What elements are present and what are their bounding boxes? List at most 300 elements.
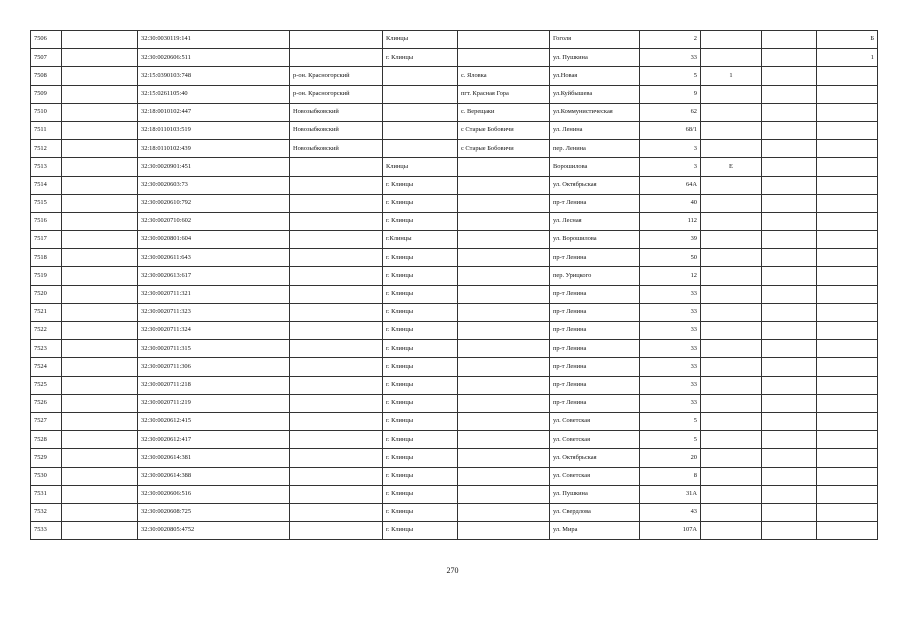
cell-settlement: с. Яловка: [458, 67, 550, 85]
cell-letter: [817, 431, 878, 449]
cell-blank: [62, 194, 138, 212]
cell-street: ул.Новая: [550, 67, 640, 85]
cell-cadastral-number: 32:30:0020603:73: [138, 176, 290, 194]
cell-letter: [817, 503, 878, 521]
cell-row-number: 7515: [31, 194, 62, 212]
cell-district: р-он. Красногорский: [290, 67, 383, 85]
cell-settlement: [458, 485, 550, 503]
cell-district: [290, 522, 383, 540]
cell-city: г. Клинцы: [383, 212, 458, 230]
cell-settlement: [458, 322, 550, 340]
cell-building: [701, 194, 762, 212]
cell-flat: [762, 376, 817, 394]
cell-building: 1: [701, 67, 762, 85]
cell-building: [701, 431, 762, 449]
cell-blank: [62, 303, 138, 321]
cell-letter: [817, 394, 878, 412]
property-register-table: [30, 30, 878, 540]
cell-house-number: 5: [640, 67, 701, 85]
cell-house-number: 5: [640, 412, 701, 430]
cell-settlement: [458, 31, 550, 49]
table-row: [31, 158, 878, 176]
cell-cadastral-number: 32:30:0020612:417: [138, 431, 290, 449]
cell-flat: [762, 176, 817, 194]
table-row: [31, 31, 878, 49]
cell-street: пр-т Ленина: [550, 322, 640, 340]
cell-flat: [762, 394, 817, 412]
cell-city: г. Клинцы: [383, 358, 458, 376]
cell-district: р-он. Красногорский: [290, 85, 383, 103]
cell-letter: [817, 67, 878, 85]
cell-settlement: [458, 522, 550, 540]
cell-letter: [817, 376, 878, 394]
cell-city: [383, 103, 458, 121]
cell-row-number: 7524: [31, 358, 62, 376]
cell-district: [290, 431, 383, 449]
cell-settlement: [458, 249, 550, 267]
table-body: [31, 31, 878, 540]
cell-blank: [62, 322, 138, 340]
cell-settlement: [458, 431, 550, 449]
cell-blank: [62, 158, 138, 176]
table-row: [31, 121, 878, 139]
cell-city: г. Клинцы: [383, 449, 458, 467]
cell-flat: [762, 194, 817, 212]
cell-cadastral-number: 32:30:0030119:141: [138, 31, 290, 49]
table-row: [31, 194, 878, 212]
cell-building: [701, 358, 762, 376]
cell-district: [290, 158, 383, 176]
cell-blank: [62, 376, 138, 394]
cell-city: г. Клинцы: [383, 249, 458, 267]
cell-street: пр-т Ленина: [550, 194, 640, 212]
cell-blank: [62, 412, 138, 430]
cell-district: [290, 412, 383, 430]
cell-house-number: 33: [640, 303, 701, 321]
cell-letter: [817, 194, 878, 212]
table-row: [31, 340, 878, 358]
cell-blank: [62, 140, 138, 158]
cell-row-number: 7533: [31, 522, 62, 540]
cell-district: [290, 322, 383, 340]
cell-street: пер. Урицкого: [550, 267, 640, 285]
cell-row-number: 7532: [31, 503, 62, 521]
cell-cadastral-number: 32:30:0020612:415: [138, 412, 290, 430]
cell-cadastral-number: 32:30:0020606:511: [138, 49, 290, 67]
cell-house-number: 31А: [640, 485, 701, 503]
cell-cadastral-number: 32:30:0020711:306: [138, 358, 290, 376]
cell-district: [290, 376, 383, 394]
cell-building: [701, 49, 762, 67]
cell-city: г. Клинцы: [383, 303, 458, 321]
cell-settlement: [458, 376, 550, 394]
cell-city: Клинцы: [383, 158, 458, 176]
cell-house-number: 12: [640, 267, 701, 285]
cell-city: [383, 140, 458, 158]
cell-district: Новозыбковский: [290, 103, 383, 121]
cell-row-number: 7512: [31, 140, 62, 158]
cell-cadastral-number: 32:18:0110103:519: [138, 121, 290, 139]
cell-row-number: 7522: [31, 322, 62, 340]
cell-letter: [817, 340, 878, 358]
cell-district: [290, 231, 383, 249]
cell-row-number: 7517: [31, 231, 62, 249]
cell-district: [290, 267, 383, 285]
cell-blank: [62, 485, 138, 503]
table-row: [31, 412, 878, 430]
cell-house-number: 50: [640, 249, 701, 267]
cell-district: [290, 449, 383, 467]
cell-city: г. Клинцы: [383, 394, 458, 412]
cell-letter: [817, 485, 878, 503]
cell-row-number: 7514: [31, 176, 62, 194]
cell-settlement: [458, 467, 550, 485]
cell-cadastral-number: 32:30:0020611:643: [138, 249, 290, 267]
cell-row-number: 7529: [31, 449, 62, 467]
cell-street: Гоголя: [550, 31, 640, 49]
cell-city: г. Клинцы: [383, 503, 458, 521]
cell-row-number: 7521: [31, 303, 62, 321]
cell-city: г. Клинцы: [383, 340, 458, 358]
cell-cadastral-number: 32:30:0020710:602: [138, 212, 290, 230]
cell-street: пр-т Ленина: [550, 376, 640, 394]
table-row: [31, 85, 878, 103]
cell-street: пр-т Ленина: [550, 358, 640, 376]
cell-building: [701, 340, 762, 358]
cell-district: [290, 358, 383, 376]
cell-district: [290, 285, 383, 303]
cell-street: пр-т Ленина: [550, 285, 640, 303]
cell-house-number: 3: [640, 140, 701, 158]
cell-flat: [762, 158, 817, 176]
cell-settlement: [458, 358, 550, 376]
cell-blank: [62, 522, 138, 540]
cell-city: [383, 67, 458, 85]
cell-house-number: 8: [640, 467, 701, 485]
cell-row-number: 7508: [31, 67, 62, 85]
cell-flat: [762, 358, 817, 376]
page-number: 270: [446, 566, 459, 575]
table-row: [31, 358, 878, 376]
cell-house-number: 33: [640, 285, 701, 303]
cell-building: [701, 503, 762, 521]
cell-building: [701, 121, 762, 139]
cell-district: [290, 212, 383, 230]
cell-settlement: [458, 303, 550, 321]
cell-district: [290, 194, 383, 212]
cell-settlement: [458, 231, 550, 249]
cell-district: [290, 249, 383, 267]
cell-cadastral-number: 32:30:0020711:324: [138, 322, 290, 340]
cell-street: ул. Лесная: [550, 212, 640, 230]
cell-building: [701, 231, 762, 249]
cell-street: ул. Пушкина: [550, 485, 640, 503]
cell-letter: [817, 140, 878, 158]
cell-settlement: с Старые Бобовичи: [458, 121, 550, 139]
cell-city: г. Клинцы: [383, 467, 458, 485]
cell-city: г. Клинцы: [383, 522, 458, 540]
cell-flat: [762, 231, 817, 249]
table-row: [31, 303, 878, 321]
cell-building: [701, 467, 762, 485]
cell-house-number: 40: [640, 194, 701, 212]
cell-letter: [817, 358, 878, 376]
cell-street: пр-т Ленина: [550, 394, 640, 412]
cell-district: [290, 176, 383, 194]
cell-settlement: [458, 267, 550, 285]
cell-blank: [62, 231, 138, 249]
cell-cadastral-number: 32:30:0020608:725: [138, 503, 290, 521]
cell-building: [701, 322, 762, 340]
cell-cadastral-number: 32:30:0020613:617: [138, 267, 290, 285]
cell-cadastral-number: 32:30:0020711:315: [138, 340, 290, 358]
table-row: [31, 212, 878, 230]
cell-row-number: 7520: [31, 285, 62, 303]
cell-letter: [817, 449, 878, 467]
cell-letter: [817, 285, 878, 303]
cell-district: [290, 485, 383, 503]
cell-cadastral-number: 32:30:0020901:451: [138, 158, 290, 176]
cell-row-number: 7518: [31, 249, 62, 267]
cell-row-number: 7530: [31, 467, 62, 485]
cell-street: ул. Пушкина: [550, 49, 640, 67]
cell-street: ул.Коммунистическая: [550, 103, 640, 121]
table-row: [31, 176, 878, 194]
table-row: [31, 449, 878, 467]
cell-flat: [762, 431, 817, 449]
cell-flat: [762, 340, 817, 358]
cell-settlement: [458, 412, 550, 430]
cell-cadastral-number: 32:30:0020711:219: [138, 394, 290, 412]
cell-letter: [817, 322, 878, 340]
cell-street: ул. Советская: [550, 431, 640, 449]
cell-flat: [762, 485, 817, 503]
cell-settlement: пгт. Красная Гора: [458, 85, 550, 103]
cell-city: г. Клинцы: [383, 267, 458, 285]
table-row: [31, 322, 878, 340]
cell-blank: [62, 267, 138, 285]
cell-city: г. Клинцы: [383, 176, 458, 194]
cell-row-number: 7525: [31, 376, 62, 394]
cell-house-number: 33: [640, 358, 701, 376]
table-row: [31, 103, 878, 121]
cell-house-number: 64А: [640, 176, 701, 194]
table-row: [31, 376, 878, 394]
cell-house-number: 33: [640, 340, 701, 358]
cell-letter: [817, 249, 878, 267]
cell-settlement: [458, 285, 550, 303]
cell-street: ул. Советская: [550, 412, 640, 430]
cell-street: ул. Октябрьская: [550, 176, 640, 194]
cell-row-number: 7528: [31, 431, 62, 449]
cell-flat: [762, 412, 817, 430]
cell-flat: [762, 49, 817, 67]
cell-cadastral-number: 32:15:0390103:748: [138, 67, 290, 85]
cell-letter: [817, 522, 878, 540]
cell-cadastral-number: 32:30:0020711:323: [138, 303, 290, 321]
cell-settlement: [458, 176, 550, 194]
cell-row-number: 7531: [31, 485, 62, 503]
cell-blank: [62, 340, 138, 358]
cell-house-number: 9: [640, 85, 701, 103]
table-row: [31, 249, 878, 267]
cell-cadastral-number: 32:18:0010102:447: [138, 103, 290, 121]
cell-settlement: [458, 158, 550, 176]
cell-city: г. Клинцы: [383, 412, 458, 430]
cell-flat: [762, 267, 817, 285]
cell-district: Новозыбковский: [290, 121, 383, 139]
cell-blank: [62, 176, 138, 194]
cell-row-number: 7523: [31, 340, 62, 358]
cell-row-number: 7509: [31, 85, 62, 103]
cell-cadastral-number: 32:30:0020711:218: [138, 376, 290, 394]
cell-blank: [62, 85, 138, 103]
cell-street: ул. Свердлова: [550, 503, 640, 521]
cell-blank: [62, 358, 138, 376]
cell-building: [701, 303, 762, 321]
cell-house-number: 68/1: [640, 121, 701, 139]
cell-cadastral-number: 32:30:0020801:604: [138, 231, 290, 249]
cell-flat: [762, 103, 817, 121]
cell-cadastral-number: 32:30:0020614:388: [138, 467, 290, 485]
cell-cadastral-number: 32:18:0110102:439: [138, 140, 290, 158]
cell-street: ул. Советская: [550, 467, 640, 485]
cell-settlement: [458, 394, 550, 412]
cell-flat: [762, 303, 817, 321]
cell-flat: [762, 212, 817, 230]
cell-city: г.Клинцы: [383, 231, 458, 249]
cell-row-number: 7506: [31, 31, 62, 49]
cell-letter: [817, 85, 878, 103]
table-row: [31, 431, 878, 449]
cell-blank: [62, 467, 138, 485]
cell-district: [290, 503, 383, 521]
cell-letter: [817, 176, 878, 194]
cell-building: [701, 449, 762, 467]
cell-flat: [762, 85, 817, 103]
cell-settlement: [458, 340, 550, 358]
cell-city: г. Клинцы: [383, 285, 458, 303]
cell-flat: [762, 31, 817, 49]
cell-street: ул. Октябрьская: [550, 449, 640, 467]
cell-building: Е: [701, 158, 762, 176]
cell-district: [290, 467, 383, 485]
cell-building: [701, 103, 762, 121]
cell-street: ул. Ворошилова: [550, 231, 640, 249]
cell-city: [383, 121, 458, 139]
cell-city: г. Клинцы: [383, 485, 458, 503]
cell-city: г. Клинцы: [383, 49, 458, 67]
cell-building: [701, 485, 762, 503]
cell-settlement: [458, 449, 550, 467]
cell-house-number: 20: [640, 449, 701, 467]
cell-street: ул.Куйбышева: [550, 85, 640, 103]
cell-settlement: [458, 212, 550, 230]
cell-house-number: 5: [640, 431, 701, 449]
cell-building: [701, 85, 762, 103]
cell-row-number: 7527: [31, 412, 62, 430]
cell-letter: [817, 158, 878, 176]
cell-district: [290, 340, 383, 358]
cell-letter: [817, 267, 878, 285]
table-row: [31, 467, 878, 485]
cell-building: [701, 376, 762, 394]
cell-cadastral-number: 32:30:0020805:4752: [138, 522, 290, 540]
cell-house-number: 112: [640, 212, 701, 230]
cell-district: [290, 49, 383, 67]
table-row: [31, 285, 878, 303]
cell-flat: [762, 140, 817, 158]
cell-blank: [62, 394, 138, 412]
cell-building: [701, 394, 762, 412]
cell-flat: [762, 322, 817, 340]
cell-building: [701, 31, 762, 49]
table-row: [31, 67, 878, 85]
cell-flat: [762, 449, 817, 467]
cell-letter: [817, 231, 878, 249]
cell-blank: [62, 67, 138, 85]
cell-cadastral-number: 32:30:0020614:381: [138, 449, 290, 467]
cell-flat: [762, 467, 817, 485]
cell-cadastral-number: 32:30:0020606:516: [138, 485, 290, 503]
cell-district: Новозыбковский: [290, 140, 383, 158]
cell-house-number: 33: [640, 49, 701, 67]
cell-house-number: 62: [640, 103, 701, 121]
cell-blank: [62, 285, 138, 303]
cell-city: г. Клинцы: [383, 431, 458, 449]
cell-blank: [62, 212, 138, 230]
cell-city: г. Клинцы: [383, 322, 458, 340]
cell-blank: [62, 449, 138, 467]
cell-building: [701, 176, 762, 194]
cell-street: пр-т Ленина: [550, 303, 640, 321]
table-row: [31, 522, 878, 540]
cell-letter: [817, 103, 878, 121]
cell-row-number: 7513: [31, 158, 62, 176]
cell-building: [701, 249, 762, 267]
cell-flat: [762, 67, 817, 85]
cell-blank: [62, 249, 138, 267]
cell-cadastral-number: 32:30:0020610:792: [138, 194, 290, 212]
cell-blank: [62, 31, 138, 49]
cell-settlement: [458, 49, 550, 67]
cell-letter: [817, 121, 878, 139]
cell-street: Ворошилова: [550, 158, 640, 176]
cell-house-number: 33: [640, 322, 701, 340]
cell-flat: [762, 522, 817, 540]
cell-city: [383, 85, 458, 103]
cell-row-number: 7516: [31, 212, 62, 230]
table-row: [31, 485, 878, 503]
cell-building: [701, 522, 762, 540]
cell-blank: [62, 49, 138, 67]
cell-street: ул. Мира: [550, 522, 640, 540]
cell-blank: [62, 121, 138, 139]
cell-district: [290, 31, 383, 49]
cell-row-number: 7526: [31, 394, 62, 412]
cell-settlement: с. Верещаки: [458, 103, 550, 121]
cell-district: [290, 303, 383, 321]
cell-settlement: [458, 194, 550, 212]
cell-building: [701, 212, 762, 230]
cell-letter: [817, 212, 878, 230]
cell-cadastral-number: 32:15:0261105:40: [138, 85, 290, 103]
cell-street: ул. Ленина: [550, 121, 640, 139]
cell-letter: [817, 412, 878, 430]
table-row: [31, 267, 878, 285]
table-row: [31, 140, 878, 158]
cell-letter: [817, 303, 878, 321]
